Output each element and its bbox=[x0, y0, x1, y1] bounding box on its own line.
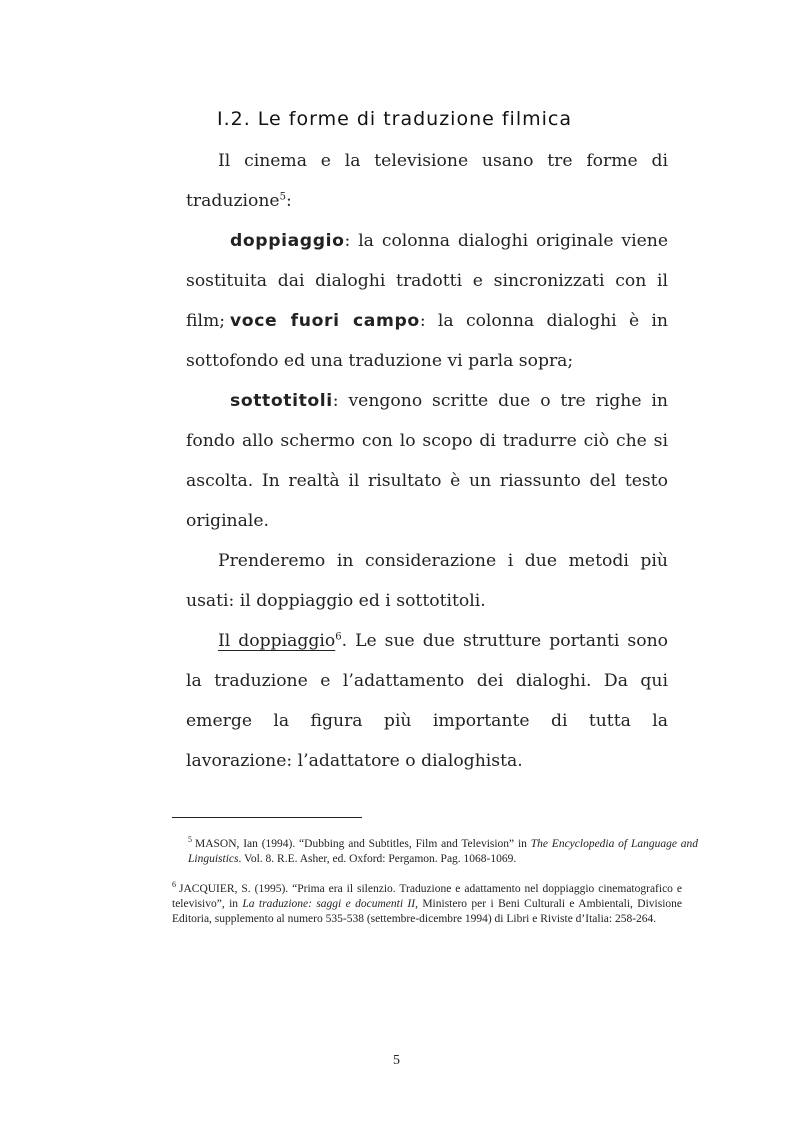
paragraph-doppiaggio bbox=[186, 621, 668, 781]
paragraph-intro bbox=[186, 141, 668, 221]
term-sottotitoli: sottotitoli bbox=[230, 391, 333, 411]
paragraph-text: : bbox=[285, 191, 292, 211]
underlined-heading-doppiaggio: Il doppiaggio bbox=[218, 631, 336, 651]
paragraph-text: : vengono scritte due o tre righe in fondo allo schermo con lo scopo di tradurre ciò che si ascolta. In realtà il risultato è un riassunto del testo originale. bbox=[186, 391, 668, 531]
footnote-number: 6 bbox=[172, 880, 176, 890]
paragraph-text: : la colonna dialoghi è in sottofondo ed una traduzione vi parla sopra; bbox=[186, 311, 668, 371]
footnote-number: 5 bbox=[188, 835, 192, 845]
paragraph-text: Il cinema e la televisione usano tre forme di traduzione bbox=[186, 151, 668, 211]
footnote-text: , Ministero per i Beni Culturali e Ambientali, Divisione Editoria, supplemento al numero 535-538 (settembre-dicembre 1994) di Libri e Riviste d’Italia: 258-264. bbox=[172, 898, 683, 925]
footnote-title: The Encyclopedia of Language and Linguistics bbox=[188, 838, 698, 865]
paragraph-text: : la colonna dialoghi originale viene sostituita dai dialoghi tradotti e sincronizzati con il film; bbox=[186, 231, 668, 331]
footnote-text: . Vol. 8. R.E. Asher, ed. Oxford: Pergamon. Pag. 1068-1069. bbox=[238, 853, 517, 865]
footnote-5 bbox=[172, 837, 698, 867]
footnote-ref-5[interactable]: 5 bbox=[279, 191, 286, 203]
footnote-ref-6[interactable]: 6 bbox=[335, 631, 342, 643]
paragraph-subtitles-definition bbox=[186, 381, 668, 541]
term-voce-fuori-campo: voce fuori campo bbox=[230, 311, 420, 331]
section-heading: I.2. Le forme di traduzione filmica bbox=[217, 108, 572, 130]
footnote-title: La traduzione: saggi e documenti II bbox=[242, 898, 416, 910]
paragraph-text: Prenderemo in considerazione i due metodi più usati: il doppiaggio ed i sottotitoli. bbox=[186, 551, 668, 611]
footnote-6 bbox=[172, 882, 682, 927]
footnote-separator bbox=[172, 817, 362, 818]
paragraph-methods bbox=[186, 541, 668, 621]
paragraph-voiceover-definition bbox=[186, 301, 668, 381]
footnote-text: MASON, Ian (1994). “Dubbing and Subtitles, Film and Television” in bbox=[195, 838, 531, 850]
term-doppiaggio: doppiaggio bbox=[230, 231, 345, 251]
page-number: 5 bbox=[393, 1053, 400, 1068]
footnote-text: JACQUIER, S. (1995). “Prima era il silenzio. Traduzione e adattamento nel doppiaggio cinematografico e televisivo”, in bbox=[172, 883, 682, 910]
paragraph-text: . Le sue due strutture portanti sono la traduzione e l’adattamento dei dialoghi. Da qui emerge la figura più importante di tutta la lavorazione: l’adattatore o dialoghista. bbox=[186, 631, 668, 771]
